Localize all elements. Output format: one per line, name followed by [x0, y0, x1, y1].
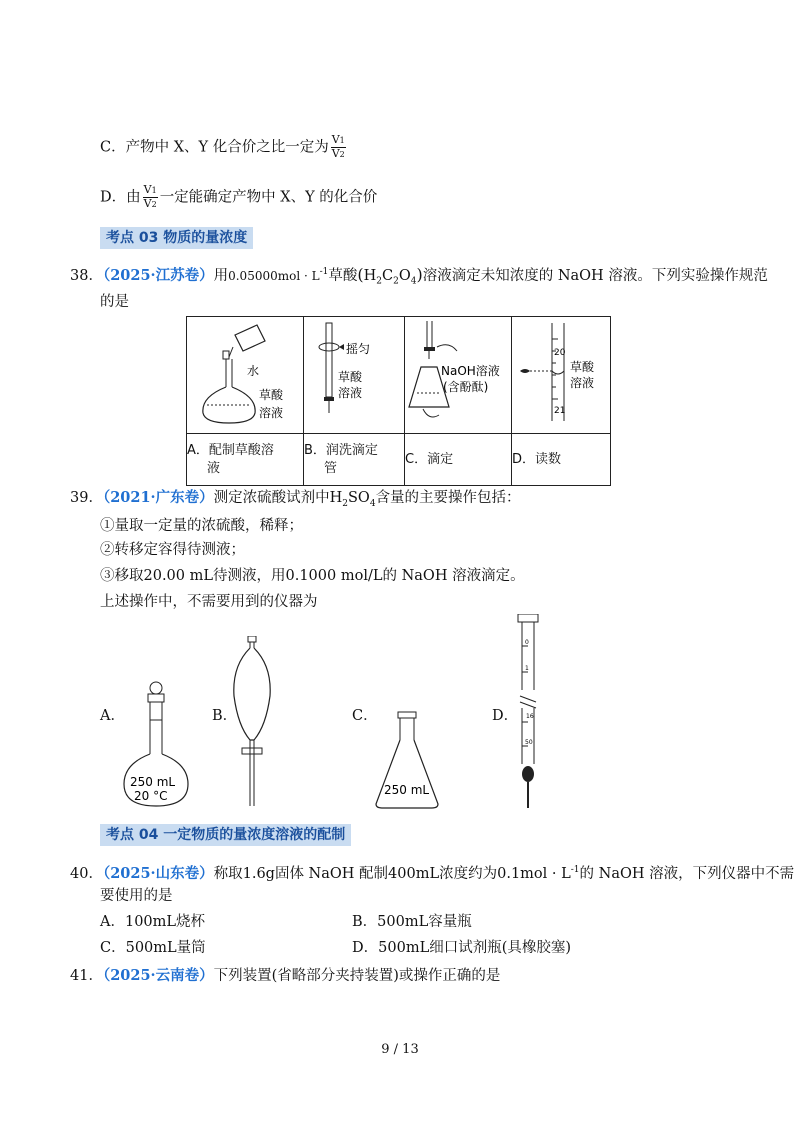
- svg-text:50: 50: [525, 739, 533, 746]
- cell-c-figure: [405, 317, 512, 434]
- svg-text:NaOH溶液: NaOH溶液: [441, 364, 500, 378]
- option-c-caption: C．滴定: [405, 434, 512, 486]
- q39-option-a-label: A．: [100, 708, 125, 724]
- option-d-caption: D．读数: [512, 434, 611, 486]
- q38-stem: 38．（2025·江苏卷）用$0.05000mol \cdot L^{-1}$草酸$(H_2C_2O_4)$溶液滴定未知浓度的 NaOH 溶液。下列实验操作规范: [70, 264, 768, 287]
- q41-stem: 41．（2025·云南卷）下列装置(省略部分夹持装置)或操作正确的是: [70, 967, 501, 984]
- q37-option-d: D．由 $\frac{V1}{V2}$ 一定能确定产物中 X、Y 的化合价: [100, 183, 378, 210]
- q39-stem: 39．（2021·广东卷）测定浓硫酸试剂中$H_2SO_4$含量的主要操作包括：: [70, 489, 521, 509]
- q39-step3: ③移取20.00 mL待测液，用0.1000 mol/L的 NaOH 溶液滴定。: [100, 568, 525, 584]
- eye-icon: [520, 369, 530, 373]
- fraction-v1-v2: $\frac{V1}{V2}$: [143, 183, 157, 210]
- q39-step2: ②转移定容得待测液；: [100, 542, 245, 558]
- q37-option-c: C．产物中 X、Y 化合价之比一定为 $\frac{V1}{V2}$: [100, 133, 345, 160]
- burette-reading-figure: [512, 317, 610, 429]
- q39-option-d-label: D．: [492, 708, 519, 724]
- svg-text:250 mL: 250 mL: [130, 775, 176, 789]
- q40-stem: 40．（2025·山东卷）称取1.6g固体 NaOH 配制400mL浓度约为$0.1mol \cdot L^{-1}$的 NaOH 溶液，下列仪器中不需: [70, 864, 795, 882]
- svg-text:20 °C: 20 °C: [134, 789, 168, 803]
- svg-text:溶液: 溶液: [570, 376, 595, 390]
- q40-option-a: A．100mL烧杯: [100, 914, 206, 930]
- q40-stem-cont: 要使用的是: [100, 888, 173, 904]
- svg-text:水: 水: [247, 364, 260, 378]
- q38-operation-table: [186, 316, 611, 486]
- svg-text:0: 0: [525, 639, 529, 646]
- page-number: 9 / 13: [381, 1042, 419, 1057]
- section-heading-03: 考点 03 物质的量浓度: [100, 227, 253, 249]
- q39-question: 上述操作中，不需要用到的仪器为: [100, 594, 318, 610]
- q39-option-c-label: C．: [352, 708, 378, 724]
- cell-b-figure: [304, 317, 405, 434]
- svg-text:16: 16: [526, 713, 534, 720]
- option-b-caption: B．润洗滴定 管: [304, 434, 405, 486]
- svg-text:(含酚酞): (含酚酞): [443, 380, 489, 394]
- q38-stem-cont: 的是: [100, 294, 129, 310]
- burette-rinse-figure: [304, 317, 404, 429]
- svg-text:草酸: 草酸: [338, 370, 363, 384]
- section-heading-04: 考点 04 一定物质的量浓度溶液的配制: [100, 824, 351, 846]
- volumetric-flask-pouring-figure: [187, 317, 303, 429]
- svg-text:溶液: 溶液: [259, 406, 284, 420]
- svg-text:20: 20: [554, 348, 566, 358]
- fraction-v1-v2: $\frac{V1}{V2}$: [331, 133, 345, 160]
- cell-d-figure: [512, 317, 611, 434]
- titration-flask-figure: [405, 317, 511, 429]
- svg-text:溶液: 溶液: [338, 386, 363, 400]
- volumetric-flask-250ml: [118, 680, 198, 810]
- separatory-funnel: [228, 636, 278, 816]
- svg-text:草酸: 草酸: [259, 388, 284, 402]
- svg-text:草酸: 草酸: [570, 360, 595, 374]
- svg-text:摇匀: 摇匀: [346, 342, 371, 356]
- option-a-caption: A．配制草酸溶 液: [187, 434, 304, 486]
- conical-flask-250ml: [372, 710, 452, 810]
- q40-option-c: C．500mL量筒: [100, 940, 206, 956]
- svg-text:21: 21: [554, 406, 566, 416]
- svg-text:250 mL: 250 mL: [384, 783, 430, 797]
- svg-text:1: 1: [525, 665, 529, 672]
- q40-option-d: D．500mL细口试剂瓶(具橡胶塞): [352, 940, 572, 956]
- q39-step1: ①量取一定量的浓硫酸，稀释；: [100, 518, 303, 534]
- burette-apparatus: [512, 614, 552, 814]
- q39-option-b-label: B．: [212, 708, 238, 724]
- cell-a-figure: [187, 317, 304, 434]
- q40-option-b: B．500mL容量瓶: [352, 914, 472, 930]
